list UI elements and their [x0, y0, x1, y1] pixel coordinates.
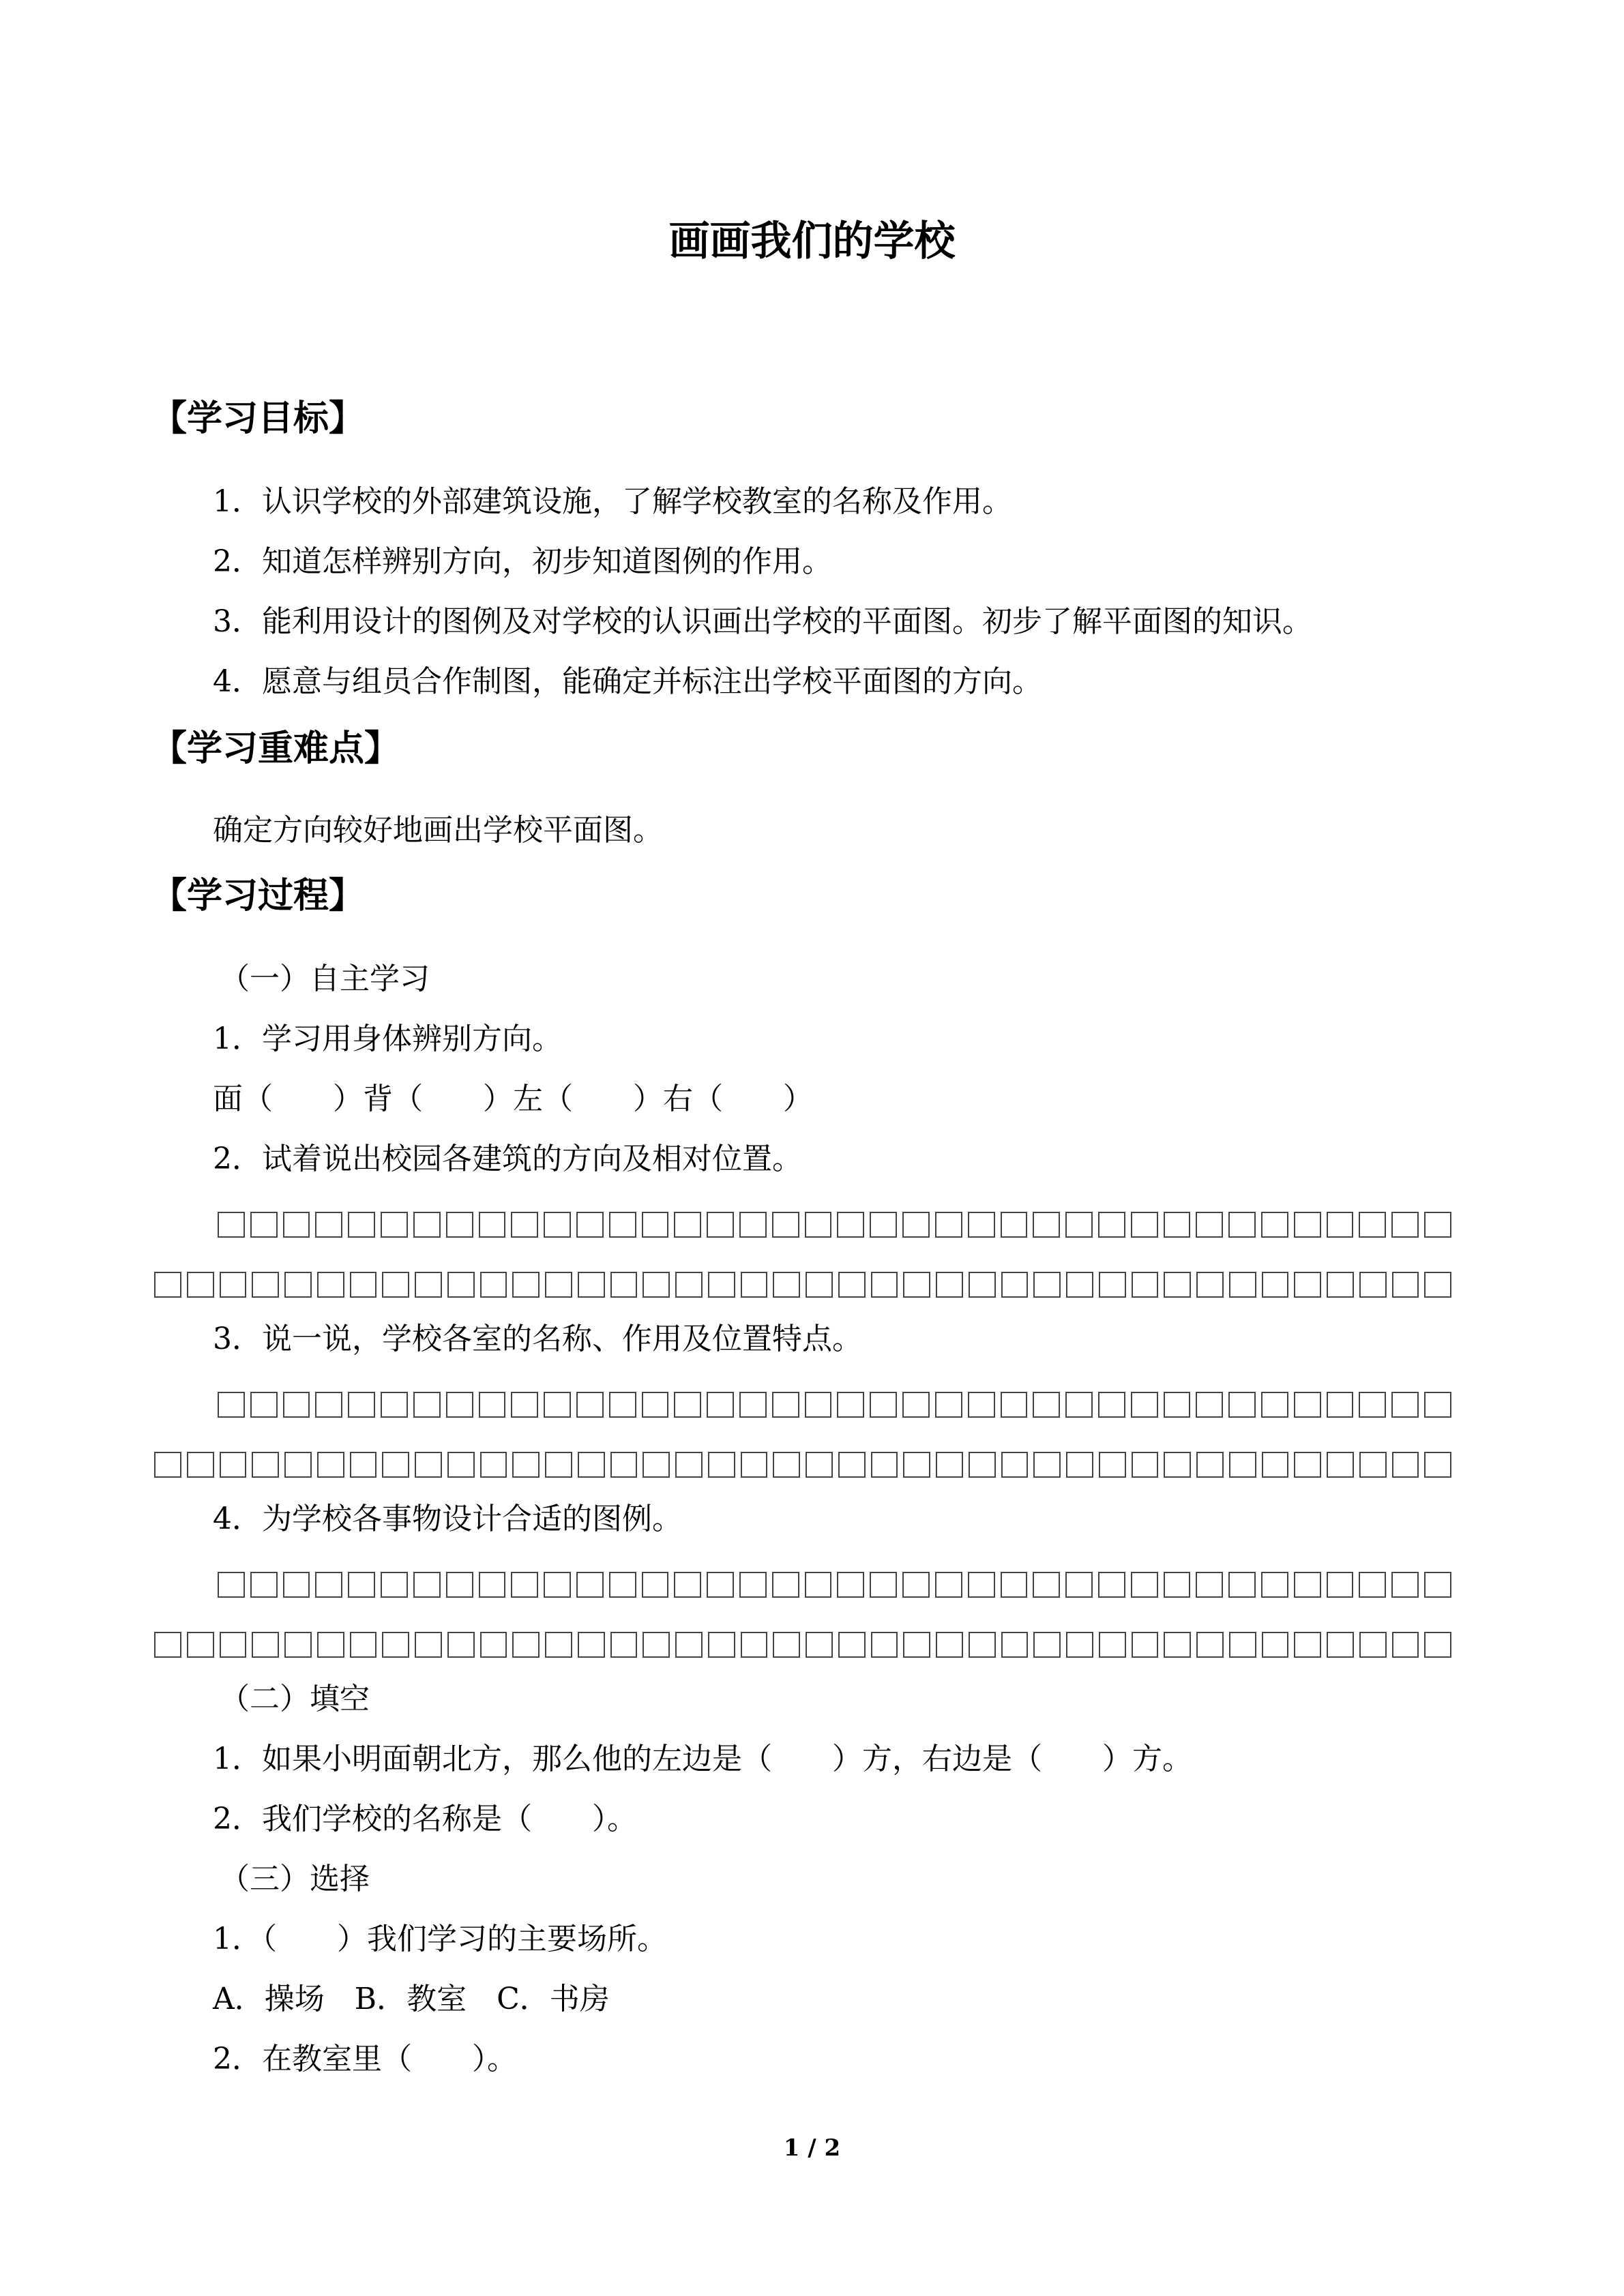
answer-cell[interactable] [446, 1212, 473, 1238]
answer-box-row[interactable] [151, 1269, 1454, 1300]
answer-cell[interactable] [1391, 1392, 1419, 1418]
answer-cell[interactable] [1229, 1272, 1256, 1298]
answer-cell[interactable] [1065, 1572, 1093, 1598]
answer-cell[interactable] [381, 1572, 408, 1598]
answer-cell[interactable] [317, 1632, 344, 1658]
answer-cell[interactable] [154, 1632, 181, 1658]
answer-cell[interactable] [1164, 1632, 1191, 1658]
answer-cell[interactable] [154, 1452, 181, 1478]
answer-cell[interactable] [545, 1452, 572, 1478]
answer-cell[interactable] [1164, 1212, 1191, 1238]
answer-cell[interactable] [1099, 1452, 1126, 1478]
answer-cell[interactable] [805, 1212, 832, 1238]
answer-cell[interactable] [1132, 1632, 1159, 1658]
answer-cell[interactable] [610, 1272, 638, 1298]
answer-cell[interactable] [413, 1572, 441, 1598]
answer-cell[interactable] [1228, 1212, 1256, 1238]
answer-cell[interactable] [871, 1452, 898, 1478]
answer-cell[interactable] [1033, 1272, 1061, 1298]
answer-cell[interactable] [1424, 1392, 1451, 1418]
answer-cell[interactable] [1261, 1572, 1288, 1598]
answer-cell[interactable] [741, 1272, 768, 1298]
answer-cell[interactable] [382, 1632, 409, 1658]
answer-cell[interactable] [1001, 1272, 1029, 1298]
answer-cell[interactable] [1196, 1452, 1224, 1478]
answer-cell[interactable] [512, 1632, 540, 1658]
answer-cell[interactable] [284, 1272, 312, 1298]
answer-cell[interactable] [936, 1632, 963, 1658]
answer-cell[interactable] [609, 1212, 636, 1238]
answer-cell[interactable] [1424, 1572, 1451, 1598]
answer-cell[interactable] [1228, 1392, 1256, 1418]
answer-cell[interactable] [1424, 1452, 1451, 1478]
answer-cell[interactable] [708, 1632, 735, 1658]
answer-cell[interactable] [642, 1212, 669, 1238]
answer-cell[interactable] [1424, 1272, 1451, 1298]
answer-cell[interactable] [479, 1212, 506, 1238]
answer-cell[interactable] [674, 1572, 701, 1598]
answer-cell[interactable] [1294, 1572, 1321, 1598]
part2-title: （二）填空 [220, 1682, 370, 1716]
answer-cell[interactable] [773, 1452, 800, 1478]
goal-item: 2．知道怎样辨别方向，初步知道图例的作用。 [213, 544, 832, 579]
fill-question-1: 1．如果小明面朝北方，那么他的左边是（ ）方，右边是（ ）方。 [213, 1742, 1192, 1776]
answer-cell[interactable] [1294, 1212, 1321, 1238]
answer-cell[interactable] [772, 1572, 799, 1598]
answer-cell[interactable] [284, 1632, 312, 1658]
answer-cell[interactable] [1229, 1632, 1256, 1658]
answer-cell[interactable] [576, 1572, 604, 1598]
answer-cell[interactable] [220, 1272, 247, 1298]
answer-cell[interactable] [511, 1572, 538, 1598]
answer-cell[interactable] [1359, 1572, 1386, 1598]
answer-cell[interactable] [382, 1272, 409, 1298]
answer-cell[interactable] [1196, 1392, 1223, 1418]
answer-cell[interactable] [610, 1632, 638, 1658]
answer-cell[interactable] [415, 1452, 442, 1478]
answer-cell[interactable] [252, 1632, 279, 1658]
answer-cell[interactable] [773, 1272, 800, 1298]
answer-cell[interactable] [315, 1392, 342, 1418]
answer-cell[interactable] [1131, 1572, 1158, 1598]
answer-cell[interactable] [1033, 1392, 1060, 1418]
answer-cell[interactable] [315, 1212, 342, 1238]
answer-cell[interactable] [447, 1452, 475, 1478]
answer-cell[interactable] [154, 1272, 181, 1298]
answer-cell[interactable] [480, 1272, 507, 1298]
answer-cell[interactable] [1261, 1392, 1288, 1418]
answer-cell[interactable] [935, 1572, 962, 1598]
question-1-blanks: 面（ ）背（ ）左（ ）右（ ） [213, 1082, 813, 1116]
answer-cell[interactable] [576, 1392, 604, 1418]
answer-cell[interactable] [545, 1632, 572, 1658]
choice-question-1-options: A．操场 B．教室 C．书房 [213, 1982, 610, 2016]
question-2: 2．试着说出校园各建筑的方向及相对位置。 [213, 1142, 802, 1176]
answer-cell[interactable] [643, 1272, 670, 1298]
answer-cell[interactable] [576, 1212, 604, 1238]
answer-cell[interactable] [773, 1632, 800, 1658]
answer-cell[interactable] [674, 1392, 701, 1418]
answer-cell[interactable] [447, 1272, 475, 1298]
answer-cell[interactable] [935, 1212, 962, 1238]
answer-cell[interactable] [806, 1452, 833, 1478]
answer-cell[interactable] [674, 1212, 701, 1238]
answer-cell[interactable] [837, 1212, 864, 1238]
answer-cell[interactable] [1164, 1572, 1191, 1598]
answer-cell[interactable] [413, 1392, 441, 1418]
answer-cell[interactable] [1327, 1212, 1354, 1238]
answer-cell[interactable] [1099, 1272, 1126, 1298]
answer-cell[interactable] [315, 1572, 342, 1598]
answer-cell[interactable] [838, 1632, 866, 1658]
answer-cell[interactable] [968, 1212, 995, 1238]
answer-cell[interactable] [187, 1452, 214, 1478]
answer-cell[interactable] [218, 1392, 245, 1418]
answer-cell[interactable] [610, 1452, 638, 1478]
answer-cell[interactable] [1262, 1632, 1289, 1658]
answer-cell[interactable] [480, 1632, 507, 1658]
answer-cell[interactable] [739, 1212, 767, 1238]
answer-cell[interactable] [1359, 1632, 1387, 1658]
answer-cell[interactable] [1001, 1632, 1029, 1658]
answer-cell[interactable] [643, 1632, 670, 1658]
answer-cell[interactable] [1196, 1632, 1224, 1658]
answer-cell[interactable] [413, 1212, 441, 1238]
goals-heading: 【学习目标】 [151, 398, 365, 439]
answer-cell[interactable] [805, 1572, 832, 1598]
answer-cell[interactable] [969, 1632, 996, 1658]
answer-cell[interactable] [1359, 1452, 1387, 1478]
answer-cell[interactable] [252, 1452, 279, 1478]
answer-cell[interactable] [1164, 1392, 1191, 1418]
answer-cell[interactable] [544, 1392, 571, 1418]
answer-cell[interactable] [1391, 1212, 1419, 1238]
answer-cell[interactable] [1164, 1452, 1191, 1478]
answer-cell[interactable] [348, 1212, 375, 1238]
answer-cell[interactable] [578, 1272, 605, 1298]
answer-cell[interactable] [871, 1632, 898, 1658]
answer-cell[interactable] [1196, 1272, 1224, 1298]
key-points-heading: 【学习重难点】 [151, 728, 400, 769]
answer-cell[interactable] [512, 1272, 540, 1298]
answer-cell[interactable] [1033, 1572, 1060, 1598]
answer-cell[interactable] [1391, 1572, 1419, 1598]
answer-cell[interactable] [1001, 1212, 1028, 1238]
answer-cell[interactable] [252, 1272, 279, 1298]
answer-cell[interactable] [544, 1212, 571, 1238]
answer-cell[interactable] [675, 1272, 703, 1298]
answer-cell[interactable] [609, 1572, 636, 1598]
choice-question-1: 1．（ ）我们学习的主要场所。 [213, 1922, 667, 1956]
answer-box-row[interactable] [151, 1629, 1454, 1660]
answer-cell[interactable] [218, 1572, 245, 1598]
answer-cell[interactable] [902, 1392, 930, 1418]
process-heading: 【学习过程】 [151, 876, 365, 916]
answer-cell[interactable] [1065, 1392, 1093, 1418]
answer-cell[interactable] [415, 1272, 442, 1298]
answer-cell[interactable] [250, 1212, 278, 1238]
answer-cell[interactable] [381, 1212, 408, 1238]
answer-cell[interactable] [968, 1392, 995, 1418]
answer-cell[interactable] [415, 1632, 442, 1658]
answer-cell[interactable] [1327, 1632, 1354, 1658]
answer-cell[interactable] [741, 1452, 768, 1478]
answer-cell[interactable] [446, 1392, 473, 1418]
answer-cell[interactable] [1098, 1212, 1125, 1238]
answer-cell[interactable] [1359, 1212, 1386, 1238]
answer-cell[interactable] [936, 1452, 963, 1478]
answer-cell[interactable] [1392, 1272, 1419, 1298]
answer-cell[interactable] [708, 1452, 735, 1478]
answer-cell[interactable] [578, 1632, 605, 1658]
answer-cell[interactable] [511, 1392, 538, 1418]
answer-cell[interactable] [902, 1572, 930, 1598]
answer-cell[interactable] [1132, 1452, 1159, 1478]
answer-cell[interactable] [544, 1572, 571, 1598]
answer-cell[interactable] [772, 1212, 799, 1238]
answer-cell[interactable] [968, 1572, 995, 1598]
answer-cell[interactable] [1132, 1272, 1159, 1298]
answer-cell[interactable] [284, 1452, 312, 1478]
answer-box-row[interactable] [215, 1389, 1454, 1420]
question-4: 4．为学校各事物设计合适的图例。 [213, 1502, 682, 1536]
answer-cell[interactable] [511, 1212, 538, 1238]
answer-cell[interactable] [479, 1572, 506, 1598]
answer-cell[interactable] [1262, 1452, 1289, 1478]
answer-cell[interactable] [1196, 1572, 1223, 1598]
answer-cell[interactable] [708, 1272, 735, 1298]
answer-cell[interactable] [1424, 1212, 1451, 1238]
answer-cell[interactable] [642, 1392, 669, 1418]
answer-cell[interactable] [1327, 1452, 1354, 1478]
answer-cell[interactable] [317, 1272, 344, 1298]
answer-cell[interactable] [1294, 1392, 1321, 1418]
answer-cell[interactable] [838, 1272, 866, 1298]
answer-cell[interactable] [675, 1452, 703, 1478]
answer-cell[interactable] [1001, 1572, 1028, 1598]
answer-cell[interactable] [1359, 1392, 1386, 1418]
answer-cell[interactable] [1294, 1632, 1321, 1658]
answer-cell[interactable] [1098, 1392, 1125, 1418]
answer-cell[interactable] [350, 1632, 377, 1658]
answer-cell[interactable] [348, 1572, 375, 1598]
answer-cell[interactable] [870, 1392, 897, 1418]
answer-cell[interactable] [1228, 1572, 1256, 1598]
answer-cell[interactable] [837, 1392, 864, 1418]
answer-cell[interactable] [870, 1572, 897, 1598]
answer-cell[interactable] [675, 1632, 703, 1658]
answer-cell[interactable] [1164, 1272, 1191, 1298]
answer-cell[interactable] [350, 1452, 377, 1478]
answer-cell[interactable] [739, 1392, 767, 1418]
question-1: 1．学习用身体辨别方向。 [213, 1022, 562, 1056]
answer-cell[interactable] [739, 1572, 767, 1598]
answer-cell[interactable] [805, 1392, 832, 1418]
answer-cell[interactable] [1033, 1452, 1061, 1478]
answer-cell[interactable] [447, 1632, 475, 1658]
answer-cell[interactable] [806, 1272, 833, 1298]
answer-box-row[interactable] [151, 1449, 1454, 1480]
answer-cell[interactable] [545, 1272, 572, 1298]
answer-cell[interactable] [837, 1572, 864, 1598]
answer-cell[interactable] [772, 1392, 799, 1418]
answer-cell[interactable] [218, 1212, 245, 1238]
answer-cell[interactable] [1099, 1632, 1126, 1658]
answer-cell[interactable] [1066, 1632, 1093, 1658]
answer-cell[interactable] [283, 1572, 310, 1598]
answer-cell[interactable] [479, 1392, 506, 1418]
answer-cell[interactable] [381, 1392, 408, 1418]
answer-cell[interactable] [283, 1212, 310, 1238]
answer-cell[interactable] [1001, 1452, 1029, 1478]
answer-cell[interactable] [1033, 1632, 1061, 1658]
answer-box-row[interactable] [215, 1209, 1454, 1240]
answer-cell[interactable] [936, 1272, 963, 1298]
answer-cell[interactable] [1392, 1452, 1419, 1478]
answer-cell[interactable] [1261, 1212, 1288, 1238]
page-number: 1 / 2 [783, 2134, 841, 2162]
answer-cell[interactable] [969, 1272, 996, 1298]
answer-cell[interactable] [643, 1452, 670, 1478]
goal-item: 1．认识学校的外部建筑设施，了解学校教室的名称及作用。 [213, 484, 1012, 519]
answer-cell[interactable] [1131, 1392, 1158, 1418]
answer-cell[interactable] [382, 1452, 409, 1478]
answer-cell[interactable] [1229, 1452, 1256, 1478]
answer-cell[interactable] [480, 1452, 507, 1478]
answer-cell[interactable] [1392, 1632, 1419, 1658]
answer-cell[interactable] [741, 1632, 768, 1658]
answer-cell[interactable] [1066, 1452, 1093, 1478]
answer-cell[interactable] [220, 1452, 247, 1478]
answer-cell[interactable] [250, 1392, 278, 1418]
answer-cell[interactable] [1001, 1392, 1028, 1418]
answer-cell[interactable] [1294, 1272, 1321, 1298]
answer-cell[interactable] [1294, 1452, 1321, 1478]
answer-cell[interactable] [969, 1452, 996, 1478]
answer-cell[interactable] [1131, 1212, 1158, 1238]
answer-cell[interactable] [1359, 1272, 1387, 1298]
answer-cell[interactable] [935, 1392, 962, 1418]
answer-cell[interactable] [283, 1392, 310, 1418]
answer-cell[interactable] [350, 1272, 377, 1298]
answer-cell[interactable] [578, 1452, 605, 1478]
answer-cell[interactable] [903, 1272, 930, 1298]
answer-cell[interactable] [609, 1392, 636, 1418]
part3-title: （三）选择 [220, 1862, 370, 1896]
answer-cell[interactable] [1327, 1272, 1354, 1298]
answer-cell[interactable] [1098, 1572, 1125, 1598]
choice-question-2: 2．在教室里（ ）。 [213, 2042, 517, 2076]
answer-cell[interactable] [1327, 1392, 1354, 1418]
answer-cell[interactable] [348, 1392, 375, 1418]
fill-question-2: 2．我们学校的名称是（ ）。 [213, 1802, 637, 1836]
answer-cell[interactable] [187, 1272, 214, 1298]
answer-cell[interactable] [1066, 1272, 1093, 1298]
part1-title: （一）自主学习 [220, 961, 430, 996]
answer-cell[interactable] [220, 1632, 247, 1658]
answer-cell[interactable] [1262, 1272, 1289, 1298]
goal-item: 4．愿意与组员合作制图，能确定并标注出学校平面图的方向。 [213, 664, 1042, 699]
key-points-text: 确定方向较好地画出学校平面图。 [213, 813, 663, 848]
answer-cell[interactable] [1424, 1632, 1451, 1658]
answer-cell[interactable] [512, 1452, 540, 1478]
answer-cell[interactable] [1065, 1212, 1093, 1238]
answer-cell[interactable] [902, 1212, 930, 1238]
question-3: 3．说一说，学校各室的名称、作用及位置特点。 [213, 1322, 862, 1356]
answer-cell[interactable] [642, 1572, 669, 1598]
answer-cell[interactable] [838, 1452, 866, 1478]
answer-cell[interactable] [446, 1572, 473, 1598]
answer-cell[interactable] [1327, 1572, 1354, 1598]
answer-cell[interactable] [707, 1212, 734, 1238]
answer-cell[interactable] [250, 1572, 278, 1598]
answer-cell[interactable] [871, 1272, 898, 1298]
answer-cell[interactable] [806, 1632, 833, 1658]
answer-cell[interactable] [317, 1452, 344, 1478]
answer-cell[interactable] [870, 1212, 897, 1238]
answer-cell[interactable] [903, 1452, 930, 1478]
answer-cell[interactable] [903, 1632, 930, 1658]
answer-cell[interactable] [707, 1392, 734, 1418]
page-title: 画画我们的学校 [668, 218, 956, 265]
answer-cell[interactable] [1033, 1212, 1060, 1238]
answer-cell[interactable] [1196, 1212, 1223, 1238]
answer-box-row[interactable] [215, 1569, 1454, 1600]
answer-cell[interactable] [707, 1572, 734, 1598]
answer-cell[interactable] [187, 1632, 214, 1658]
goal-item: 3．能利用设计的图例及对学校的认识画出学校的平面图。初步了解平面图的知识。 [213, 604, 1312, 639]
